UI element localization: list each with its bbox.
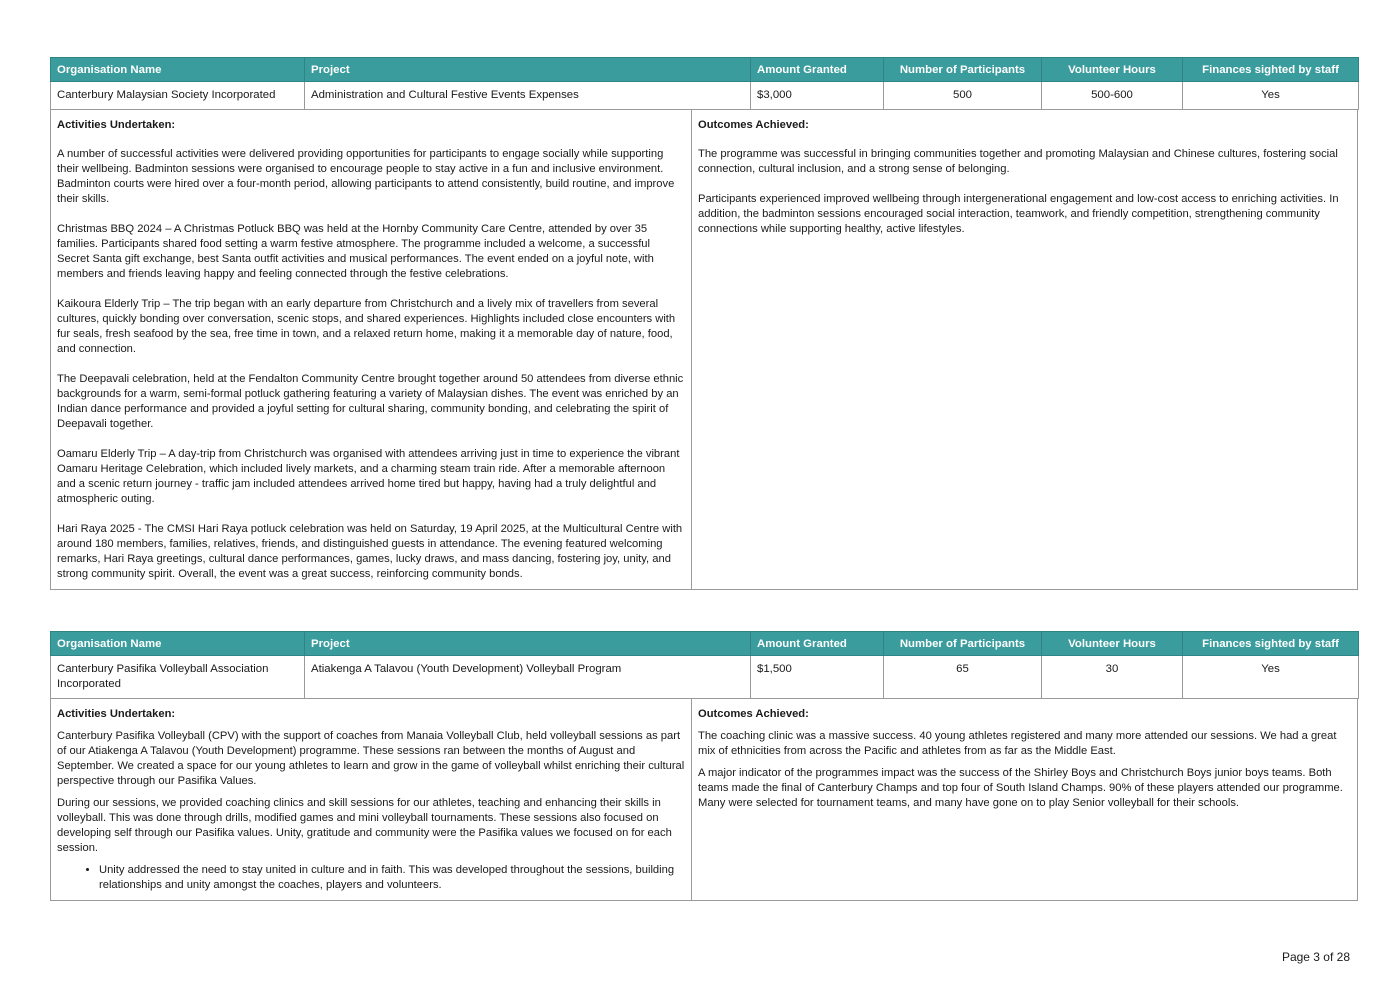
activities-title: Activities Undertaken: (57, 708, 176, 720)
header-row (51, 58, 1359, 82)
participants-count: 500 (884, 82, 1042, 110)
header-volunteer: Volunteer Hours (1042, 58, 1183, 82)
header-participants: Number of Participants (884, 58, 1042, 82)
outcomes-section (692, 110, 1357, 589)
outcome-paragraph: The coaching clinic was a massive success. 40 young athletes registered and many more attended our sessions. We had a great mix of ethnicities from across the Pacific and athletes from as far as the Middle East. (698, 730, 1337, 757)
header-org: Organisation Name (51, 632, 305, 656)
grant-block-1 (50, 57, 1358, 590)
activities-section (51, 110, 692, 589)
finances-sighted: Yes (1183, 656, 1359, 699)
list-item: • Unity addressed the need to stay united in culture and in faith. This was developed throughout the sessions, building relationships and unity amongst the coaches, players and volunteers. (99, 863, 685, 893)
outcome-paragraph: The programme was successful in bringing communities together and promoting Malaysian and Chinese cultures, fostering social connection, cultural inclusion, and a strong sense of belonging. (698, 148, 1338, 175)
header-project: Project (305, 632, 751, 656)
activity-paragraph: Canterbury Pasifika Volleyball (CPV) with the support of coaches from Manaia Volleyball Club, held volleyball sessions as part of our Atiakenga A Talavou (Youth Development) programme. These sessions ran between the months of August and September. We created a space for our young athletes to learn and grow in the game of volleyball whilst enriching their cultural perspective through our Pasifika Values. (57, 730, 685, 787)
header-finances: Finances sighted by staff (1183, 632, 1359, 656)
activity-paragraph: The Deepavali celebration, held at the Fendalton Community Centre brought together around 50 attendees from diverse ethnic backgrounds for a warm, semi-formal potluck gathering featuring a variety of Malaysian dishes. The event was enriched by an Indian dance performance and provided a joyful setting for cultural sharing, community bonding, and celebrating the spirit of Deepavali together. (57, 373, 684, 430)
activities-section (51, 699, 692, 900)
outcome-paragraph: A major indicator of the programmes impact was the success of the Shirley Boys and Christchurch Boys junior boys teams. Both teams made the final of Canterbury Champs and top four of South Island Champs. 90% of these players attended our programme. Many were selected for tournament teams, and many have gone on to play Senior volleyball for their schools. (698, 767, 1343, 809)
outcome-paragraph: Participants experienced improved wellbeing through intergenerational engagement and low-cost access to enriching activities. In addition, the badminton sessions encouraged social interaction, teamwork, and friendly competition, strengthening community connections while supporting healthy, active lifestyles. (698, 193, 1339, 235)
activity-bullet-list (57, 863, 685, 893)
header-project: Project (305, 58, 751, 82)
grant-details (50, 699, 1358, 901)
outcomes-title: Outcomes Achieved: (698, 708, 809, 720)
participants-count: 65 (884, 656, 1042, 699)
header-finances: Finances sighted by staff (1183, 58, 1359, 82)
table-row (51, 656, 1359, 699)
org-name: Canterbury Pasifika Volleyball Association Incorporated (51, 656, 305, 699)
activities-title: Activities Undertaken: (57, 119, 176, 131)
amount-granted: $3,000 (751, 82, 884, 110)
table-row (51, 82, 1359, 110)
project-name: Administration and Cultural Festive Events Expenses (305, 82, 751, 110)
header-volunteer: Volunteer Hours (1042, 632, 1183, 656)
grant-summary-table (50, 57, 1359, 110)
amount-granted: $1,500 (751, 656, 884, 699)
outcomes-section (692, 699, 1357, 900)
grant-block-2 (50, 631, 1358, 901)
org-name: Canterbury Malaysian Society Incorporated (51, 82, 305, 110)
grant-details (50, 110, 1358, 590)
activity-paragraph: Hari Raya 2025 - The CMSI Hari Raya potluck celebration was held on Saturday, 19 April 2025, at the Multicultural Centre with around 180 members, families, relatives, friends, and distinguished guests in attendance. The evening featured welcoming remarks, Hari Raya greetings, cultural dance performances, games, lucky draws, and mass dancing, fostering joy, unity, and strong community spirit. Overall, the event was a great success, reinforcing community bonds. (57, 523, 683, 580)
activity-paragraph: Oamaru Elderly Trip – A day-trip from Christchurch was organised with attendees arriving just in time to experience the vibrant Oamaru Heritage Celebration, which included lively markets, and a charming steam train ride. After a memorable afternoon and a scenic return journey - traffic jam included attendees arrived home tired but happy, having had a truly delightful and atmospheric outing. (57, 448, 680, 505)
activity-paragraph: A number of successful activities were delivered providing opportunities for participants to engage socially while supporting their wellbeing. Badminton sessions were organised to encourage people to stay active in a fun and inclusive environment. Badminton courts were hired over a four-month period, allowing participants to attend consistently, build routine, and improve their skills. (57, 148, 675, 205)
header-amount: Amount Granted (751, 632, 884, 656)
volunteer-hours: 500-600 (1042, 82, 1183, 110)
header-participants: Number of Participants (884, 632, 1042, 656)
outcomes-title: Outcomes Achieved: (698, 119, 809, 131)
volunteer-hours: 30 (1042, 656, 1183, 699)
header-amount: Amount Granted (751, 58, 884, 82)
header-row (51, 632, 1359, 656)
activity-paragraph: Kaikoura Elderly Trip – The trip began with an early departure from Christchurch and a lively mix of travellers from several cultures, quickly bonding over conversation, scenic stops, and shared experiences. Highlights included close encounters with fur seals, fresh seafood by the sea, free time in town, and a relaxed return home, making it a memorable day of nature, food, and connection. (57, 298, 676, 355)
activity-paragraph: During our sessions, we provided coaching clinics and skill sessions for our athletes, teaching and enhancing their skills in volleyball. This was done through drills, modified games and mini volleyball tournaments. These sessions also focused on developing self through our Pasifika values. Unity, gratitude and community were the Pasifika values we focused on for each session. (57, 797, 672, 854)
activity-paragraph: Christmas BBQ 2024 – A Christmas Potluck BBQ was held at the Hornby Community Care Centre, attended by over 35 families. Participants shared food setting a warm festive atmosphere. The programme included a welcome, a successful Secret Santa gift exchange, best Santa outfit activities and musical performances. The event ended on a joyful note, with members and friends leaving happy and feeling connected through the festive celebrations. (57, 223, 654, 280)
header-org: Organisation Name (51, 58, 305, 82)
grant-summary-table (50, 631, 1359, 699)
project-name: Atiakenga A Talavou (Youth Development) Volleyball Program (305, 656, 751, 699)
page-number: Page 3 of 28 (1281, 950, 1350, 964)
finances-sighted: Yes (1183, 82, 1359, 110)
